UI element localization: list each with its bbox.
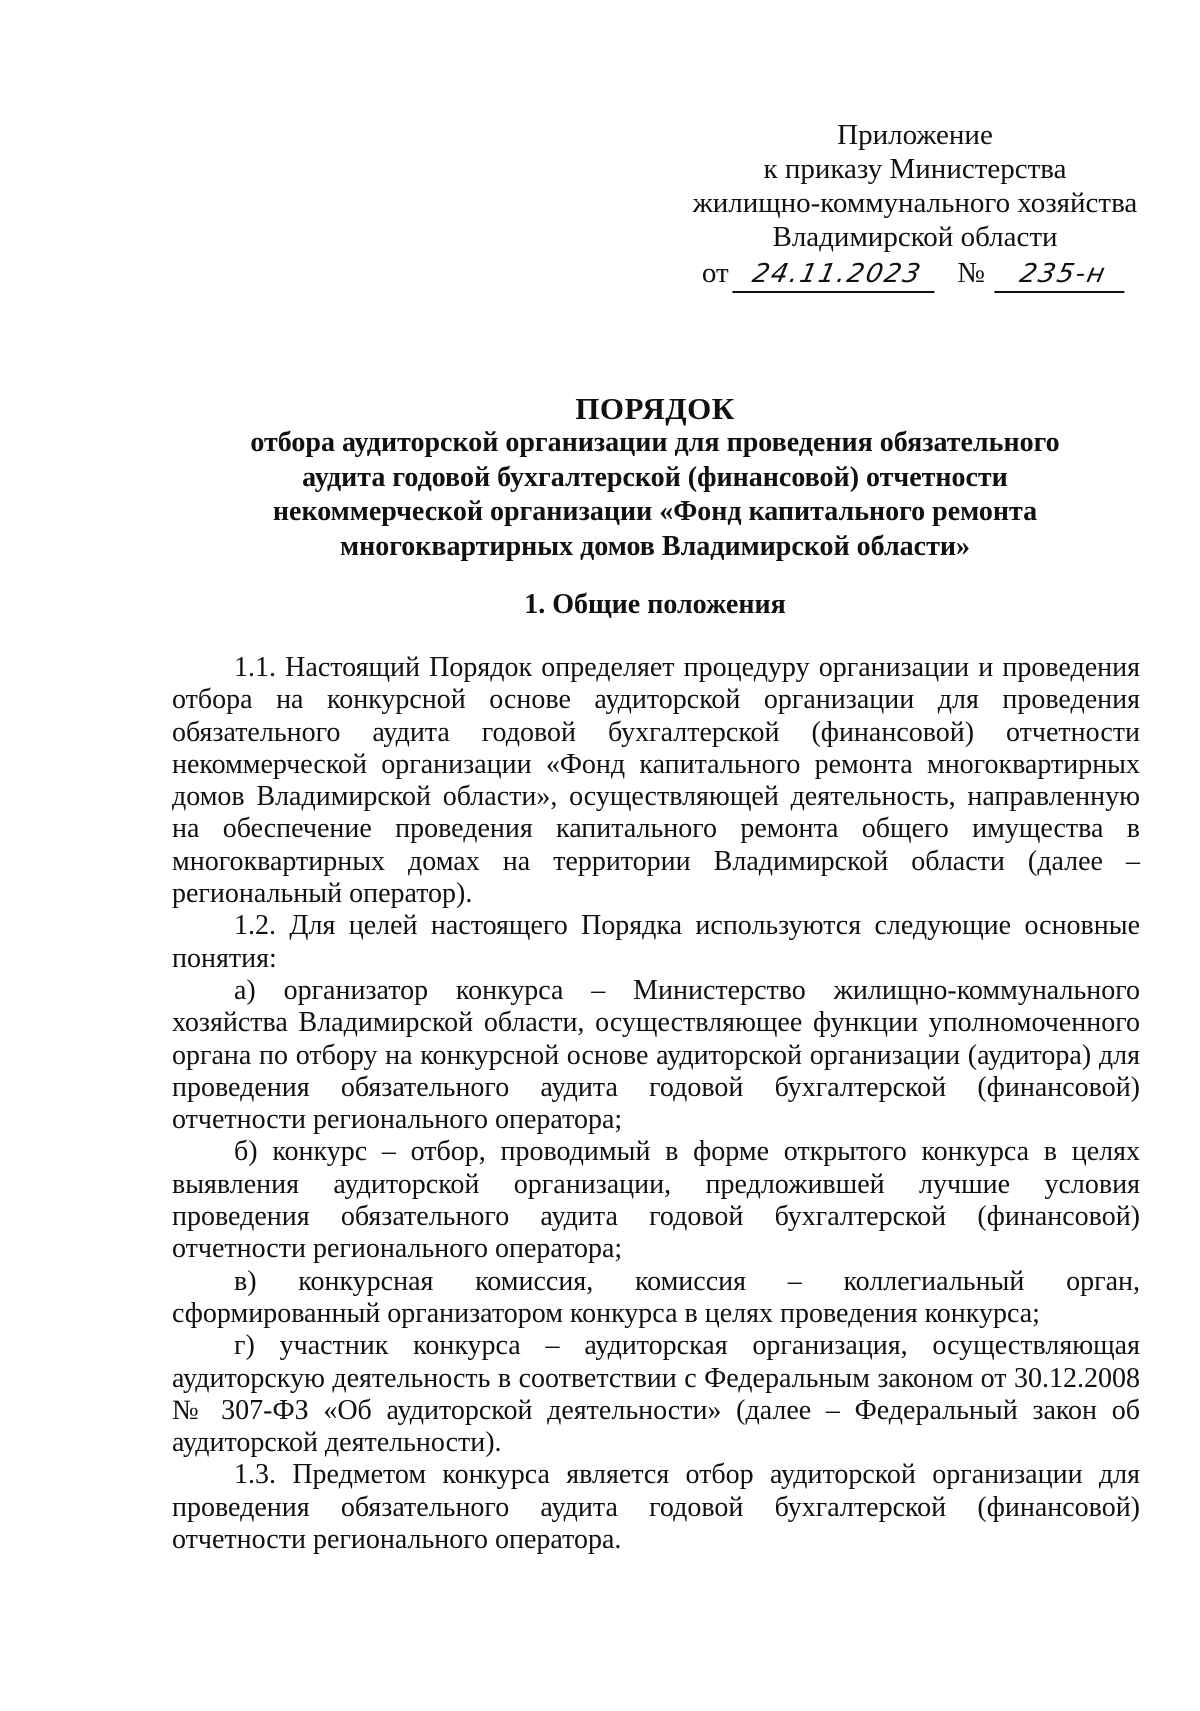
document-subtitle-line-2: аудита годовой бухгалтерской (финансовой) отчетности [302,461,1008,493]
order-date-handwritten: 24.11.2023 [732,257,942,293]
document-title-block [170,392,1140,564]
appendix-ministry: жилищно-коммунального хозяйства [692,187,1138,219]
order-number-handwritten: 235-н [994,257,1132,293]
paragraph-1-2: 1.2. Для целей настоящего Порядка используются следующие основные понятия: [172,910,1140,974]
paragraph-1-1: 1.1. Настоящий Порядок определяет процедуру организации и проведения отбора на конкурсной основе аудиторской организации для проведения обязательного аудита годовой бухгалтерской (финансовой) отчетности некоммерческой организации «Фонд капитального ремонта многоквартирных домов Владимирской области», осуществляющей деятельность, направленную на обеспечение проведения капитального ремонта общего имущества в многоквартирных домах на территории Владимирской области (далее – региональный оператор). [172,652,1140,910]
appendix-order-ref: к приказу Министерства [763,153,1067,185]
paragraph-1-2-v: в) конкурсная комиссия, комиссия – коллегиальный орган, сформированный организатором конкурса в целях проведения конкурса; [172,1265,1140,1329]
section-heading: 1. Общие положения [524,589,786,620]
paragraph-1-3: 1.3. Предметом конкурса является отбор аудиторской организации для проведения обязательного аудита годовой бухгалтерской (финансовой) отчетности регионального оператора. [172,1459,1140,1556]
paragraph-1-2-g: г) участник конкурса – аудиторская организация, осуществляющая аудиторскую деятельность в соответствии с Федеральным законом от 30.12.2008 № 307-ФЗ «Об аудиторской деятельности» (далее – Федеральный закон об аудиторской деятельности). [172,1330,1140,1459]
document-subtitle-line-4: многоквартирных домов Владимирской области» [340,530,970,562]
document-subtitle-line-1: отбора аудиторской организации для проведения обязательного [250,427,1060,458]
appendix-region: Владимирской области [772,221,1058,253]
number-prefix: № [957,257,985,289]
date-prefix: от [701,257,729,289]
order-date-number [680,256,1150,293]
appendix-title: Приложение [837,119,993,151]
appendix-block [680,118,1150,293]
paragraph-1-2-b: б) конкурс – отбор, проводимый в форме открытого конкурса в целях выявления аудиторской организации, предложившей лучшие условия проведения обязательного аудита годовой бухгалтерской (финансовой) отчетности регионального оператора; [172,1136,1140,1265]
document-title: ПОРЯДОК [575,391,735,426]
document-body [172,652,1140,1556]
paragraph-1-2-a: а) организатор конкурса – Министерство жилищно-коммунального хозяйства Владимирской области, осуществляющее функции уполномоченного органа по отбору на конкурсной основе аудиторской организации (аудитора) для проведения обязательного аудита годовой бухгалтерской (финансовой) отчетности регионального оператора; [172,974,1140,1136]
document-subtitle-line-3: некоммерческой организации «Фонд капитального ремонта [272,496,1038,527]
